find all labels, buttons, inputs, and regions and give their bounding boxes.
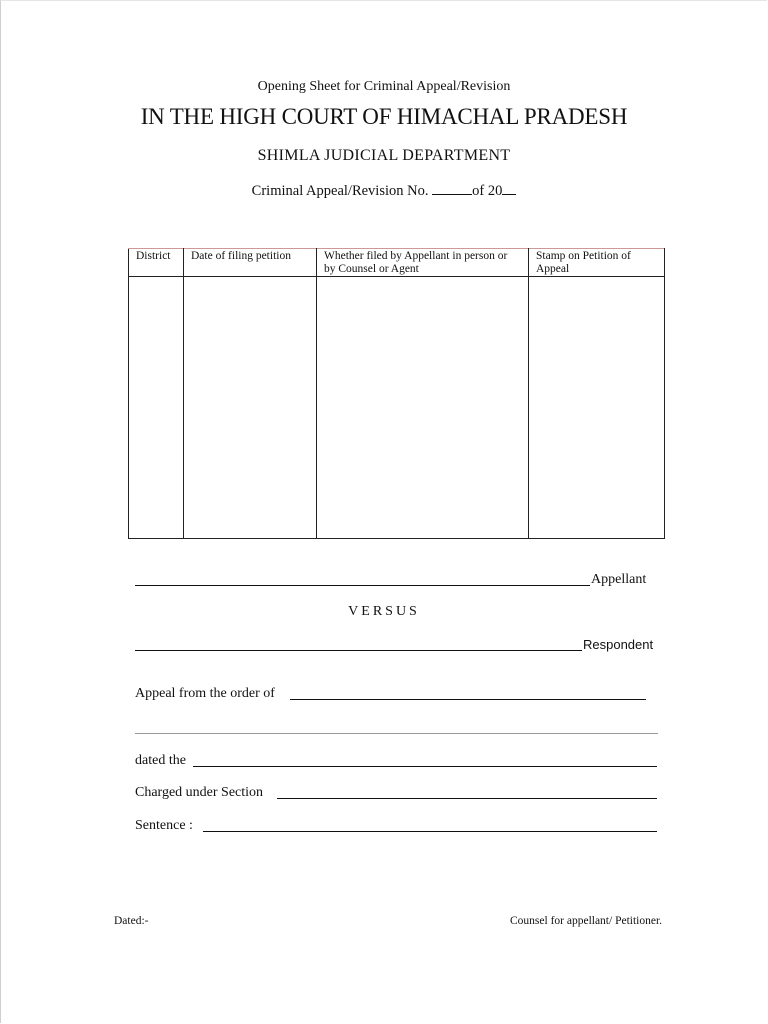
department-name: SHIMLA JUDICIAL DEPARTMENT <box>257 147 511 164</box>
versus-heading: VERSUS <box>348 604 420 619</box>
sentence-line[interactable] <box>203 831 657 832</box>
column-header-date-of-filing: Date of filing petition <box>184 249 317 277</box>
column-header-filed-by: Whether filed by Appellant in person or by Counsel or Agent <box>317 249 529 277</box>
district-cell[interactable] <box>129 277 184 539</box>
form-subtitle: Opening Sheet for Criminal Appeal/Revision <box>257 79 511 94</box>
counsel-signature-label: Counsel for appellant/ Petitioner. <box>510 915 663 927</box>
case-year-blank[interactable] <box>502 182 516 195</box>
dated-the-line[interactable] <box>193 766 657 767</box>
appeal-from-label: Appeal from the order of <box>135 686 275 701</box>
filed-by-cell[interactable] <box>317 277 529 539</box>
charged-under-label: Charged under Section <box>135 785 264 800</box>
case-number-label: Criminal Appeal/Revision No. <box>251 183 429 199</box>
court-title: IN THE HIGH COURT OF HIMACHAL PRADESH <box>140 104 628 129</box>
case-number-line <box>0 182 768 200</box>
column-header-stamp: Stamp on Petition of Appeal <box>529 249 665 277</box>
case-number-blank[interactable] <box>432 182 472 195</box>
table-row <box>129 277 665 539</box>
appeal-from-continuation-line[interactable] <box>135 733 658 734</box>
date-of-filing-cell[interactable] <box>184 277 317 539</box>
appeal-from-line[interactable] <box>290 699 646 700</box>
charged-under-line[interactable] <box>277 798 657 799</box>
appellant-label: Appellant <box>591 572 647 587</box>
table-header-row <box>129 249 665 277</box>
respondent-line[interactable] <box>135 650 582 651</box>
stamp-cell[interactable] <box>529 277 665 539</box>
dated-footer: Dated:- <box>114 915 149 927</box>
filing-details-table <box>128 248 665 539</box>
column-header-district: District <box>129 249 184 277</box>
respondent-label: Respondent <box>583 637 654 652</box>
dated-the-label: dated the <box>135 753 186 768</box>
case-year-label: of 20 <box>472 183 503 199</box>
appellant-line[interactable] <box>135 585 590 586</box>
sentence-label: Sentence : <box>135 818 193 833</box>
